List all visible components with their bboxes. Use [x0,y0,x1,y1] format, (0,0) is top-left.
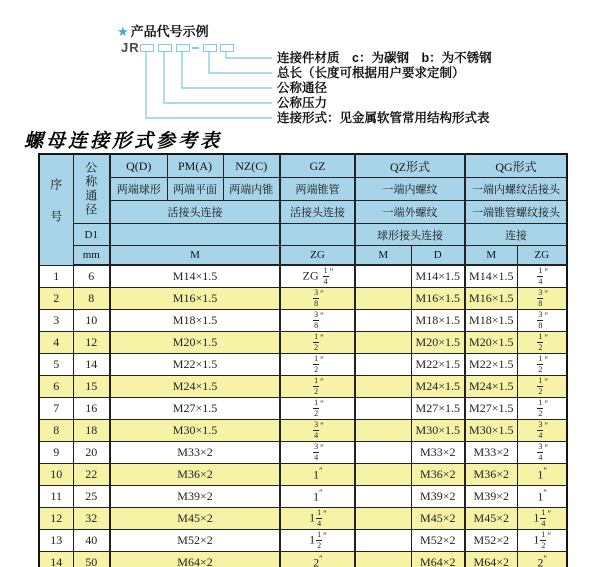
qz-m-cell [355,332,411,354]
qz-d-cell: M24×1.5 [411,376,465,398]
header-conn-qz: 一端外螺纹 [355,201,465,224]
product-code-prefix: JR [121,40,140,55]
legend-label-length: 总长（长度可根据用户要求定制） [277,66,465,80]
header-endtype-qz: 一端内螺纹 [355,178,465,201]
m-thread-cell: M18×1.5 [110,310,280,332]
qz-m-cell [355,552,411,567]
serial-cell: 11 [39,486,73,508]
serial-cell: 14 [39,552,73,567]
header-dn: 公称通径 [73,154,110,224]
qz-d-cell: M22×1.5 [411,354,465,376]
header-mm: mm [73,246,110,266]
qg-zg-cell: 1″ [517,486,567,508]
qg-zg-cell: $\frac{1}{4}$ ″ [517,265,567,288]
code-box-5 [220,44,234,52]
qz-m-cell [355,420,411,442]
qz-d-cell: M18×1.5 [411,310,465,332]
header-blank-left [110,224,280,246]
serial-cell: 3 [39,310,73,332]
qz-m-cell [355,442,411,464]
header-endtype-nzc: 两端内锥 [223,178,280,201]
qz-m-cell [355,288,411,310]
serial-cell: 12 [39,508,73,530]
serial-cell: 1 [39,265,73,288]
table-row [39,552,567,567]
header-unit-qz-d: D [411,246,465,266]
serial-cell: 5 [39,354,73,376]
qg-m-cell: M16×1.5 [465,288,517,310]
m-thread-cell: M24×1.5 [110,376,280,398]
qz-d-cell: M39×2 [411,486,465,508]
table-title: 螺母连接形式参考表 [24,131,223,152]
m-thread-cell: M27×1.5 [110,398,280,420]
serial-cell: 4 [39,332,73,354]
header-endtype-qd: 两端球形 [110,178,167,201]
header-group-gz: GZ [280,154,355,178]
m-thread-cell: M33×2 [110,442,280,464]
qz-m-cell [355,530,411,552]
qz-d-cell: M52×2 [411,530,465,552]
header-group-qg: QG形式 [465,154,567,178]
qg-m-cell: M18×1.5 [465,310,517,332]
header-conn-qg: 一端锥管螺纹接头 [465,201,567,224]
table-body [39,265,567,567]
qg-zg-cell: $\frac{3}{8}$ ″ [517,310,567,332]
zg-cell: $\frac{3}{4}$ ″ [280,420,355,442]
qg-m-cell: M22×1.5 [465,354,517,376]
table-row [39,464,567,486]
table-row [39,442,567,464]
qz-d-cell: M27×1.5 [411,398,465,420]
header-conn-gz: 活接头连接 [280,201,355,224]
qz-d-cell: M45×2 [411,508,465,530]
qg-zg-cell: $\frac{3}{4}$ ″ [517,442,567,464]
serial-cell: 2 [39,288,73,310]
m-thread-cell: M39×2 [110,486,280,508]
m-thread-cell: M22×1.5 [110,354,280,376]
qg-zg-cell: $\frac{3}{4}$ ″ [517,420,567,442]
header-conn-union: 活接头连接 [110,201,280,224]
code-box-3 [176,44,190,52]
m-thread-cell: M16×1.5 [110,288,280,310]
qz-m-cell [355,376,411,398]
table-row [39,310,567,332]
header-unit-qg-m: M [465,246,517,266]
qg-m-cell: M30×1.5 [465,420,517,442]
zg-cell: 1 $\frac{1}{4}$ ″ [280,508,355,530]
table-row [39,288,567,310]
serial-cell: 9 [39,442,73,464]
zg-cell: $\frac{1}{2}$ ″ [280,332,355,354]
dn-cell: 10 [73,310,110,332]
qz-d-cell: M64×2 [411,552,465,567]
qg-zg-cell: $\frac{1}{2}$ ″ [517,376,567,398]
header-unit-zg: ZG [280,246,355,266]
header-conn2-qg: 连接 [465,224,567,246]
qz-d-cell: M16×1.5 [411,288,465,310]
dn-cell: 15 [73,376,110,398]
table-row [39,508,567,530]
zg-cell: $\frac{1}{2}$ ″ [280,398,355,420]
qg-m-cell: M45×2 [465,508,517,530]
qz-d-cell: M33×2 [411,442,465,464]
qg-zg-cell: $\frac{1}{2}$ ″ [517,354,567,376]
diagram-title [117,21,209,40]
qg-zg-cell: $\frac{1}{2}$ ″ [517,398,567,420]
zg-cell: $\frac{1}{2}$ ″ [280,354,355,376]
qz-m-cell [355,464,411,486]
dn-cell: 16 [73,398,110,420]
zg-cell: 1 $\frac{1}{2}$ ″ [280,530,355,552]
dn-cell: 8 [73,288,110,310]
header-d1: D1 [73,224,110,246]
header-group-qz: QZ形式 [355,154,465,178]
table-row [39,420,567,442]
qg-zg-cell: $\frac{1}{2}$ ″ [517,332,567,354]
qg-zg-cell: $\frac{3}{8}$ ″ [517,288,567,310]
zg-cell: 1″ [280,464,355,486]
dn-cell: 32 [73,508,110,530]
header-endtype-pma: 两端平面 [167,178,223,201]
dn-cell: 22 [73,464,110,486]
qg-m-cell: M24×1.5 [465,376,517,398]
m-thread-cell: M45×2 [110,508,280,530]
qg-m-cell: M20×1.5 [465,332,517,354]
zg-cell: $\frac{3}{8}$ ″ [280,310,355,332]
qg-zg-cell: 1 $\frac{1}{2}$ ″ [517,530,567,552]
legend-label-connform: 连接形式：见金属软管常用结构形式表 [277,111,490,125]
dn-cell: 20 [73,442,110,464]
qg-zg-cell: 2″ [517,552,567,567]
zg-cell: $\frac{1}{2}$ ″ [280,376,355,398]
zg-cell: $\frac{3}{8}$ ″ [280,288,355,310]
legend-label-material: 连接件材质 c：为碳钢 b：为不锈钢 [277,51,492,65]
code-box-2 [158,44,172,52]
qg-m-cell: M27×1.5 [465,398,517,420]
header-unit-qg-zg: ZG [517,246,567,266]
code-box-1 [140,44,154,52]
qz-d-cell: M36×2 [411,464,465,486]
table-row [39,376,567,398]
dn-cell: 12 [73,332,110,354]
qg-zg-cell: 1 $\frac{1}{4}$ ″ [517,508,567,530]
header-endtype-qg: 一端内螺纹活接头 [465,178,567,201]
code-dash [192,47,199,49]
table-row [39,530,567,552]
zg-cell: ZG $\frac{1}{4}$ ″ [280,265,355,288]
serial-cell: 8 [39,420,73,442]
m-thread-cell: M64×2 [110,552,280,567]
serial-cell: 10 [39,464,73,486]
qg-m-cell: M36×2 [465,464,517,486]
table-row [39,265,567,288]
qz-d-cell: M30×1.5 [411,420,465,442]
qz-m-cell [355,508,411,530]
dn-cell: 6 [73,265,110,288]
table-row [39,398,567,420]
dn-cell: 50 [73,552,110,567]
serial-cell: 7 [39,398,73,420]
header-blank-gz [280,224,355,246]
qg-m-cell: M14×1.5 [465,265,517,288]
nut-connection-table [38,153,568,567]
dn-cell: 18 [73,420,110,442]
legend-label-pressure: 公称压力 [277,96,328,110]
qz-m-cell [355,486,411,508]
table-row [39,332,567,354]
header-serial: 序号 [39,154,73,265]
m-thread-cell: M52×2 [110,530,280,552]
m-thread-cell: M36×2 [110,464,280,486]
zg-cell: 1″ [280,486,355,508]
diagram-title-text: 产品代号示例 [130,24,209,39]
zg-cell: $\frac{3}{4}$ ″ [280,442,355,464]
table-row [39,354,567,376]
legend-label-dn: 公称通径 [277,81,328,95]
serial-cell: 13 [39,530,73,552]
header-unit-qz-m: M [355,246,411,266]
header-endtype-gz: 两端锥管 [280,178,355,201]
header-group-pma: PM(A) [167,154,223,178]
qg-m-cell: M39×2 [465,486,517,508]
serial-cell: 6 [39,376,73,398]
header-ballconn-qz: 球形接头连接 [355,224,465,246]
m-thread-cell: M14×1.5 [110,265,280,288]
qz-d-cell: M20×1.5 [411,332,465,354]
header-group-nzc: NZ(C) [223,154,280,178]
qg-m-cell: M52×2 [465,530,517,552]
star-icon: ★ [117,24,129,39]
qg-m-cell: M33×2 [465,442,517,464]
qz-m-cell [355,398,411,420]
qz-m-cell [355,310,411,332]
zg-cell: 2″ [280,552,355,567]
dn-cell: 25 [73,486,110,508]
code-box-4 [203,44,217,52]
table-row [39,486,567,508]
qz-d-cell: M14×1.5 [411,265,465,288]
dn-cell: 40 [73,530,110,552]
qz-m-cell [355,354,411,376]
qz-m-cell [355,265,411,288]
m-thread-cell: M20×1.5 [110,332,280,354]
qg-zg-cell: 1″ [517,464,567,486]
qg-m-cell: M64×2 [465,552,517,567]
header-unit-m: M [110,246,280,266]
header-group-qd: Q(D) [110,154,167,178]
dn-cell: 14 [73,354,110,376]
m-thread-cell: M30×1.5 [110,420,280,442]
